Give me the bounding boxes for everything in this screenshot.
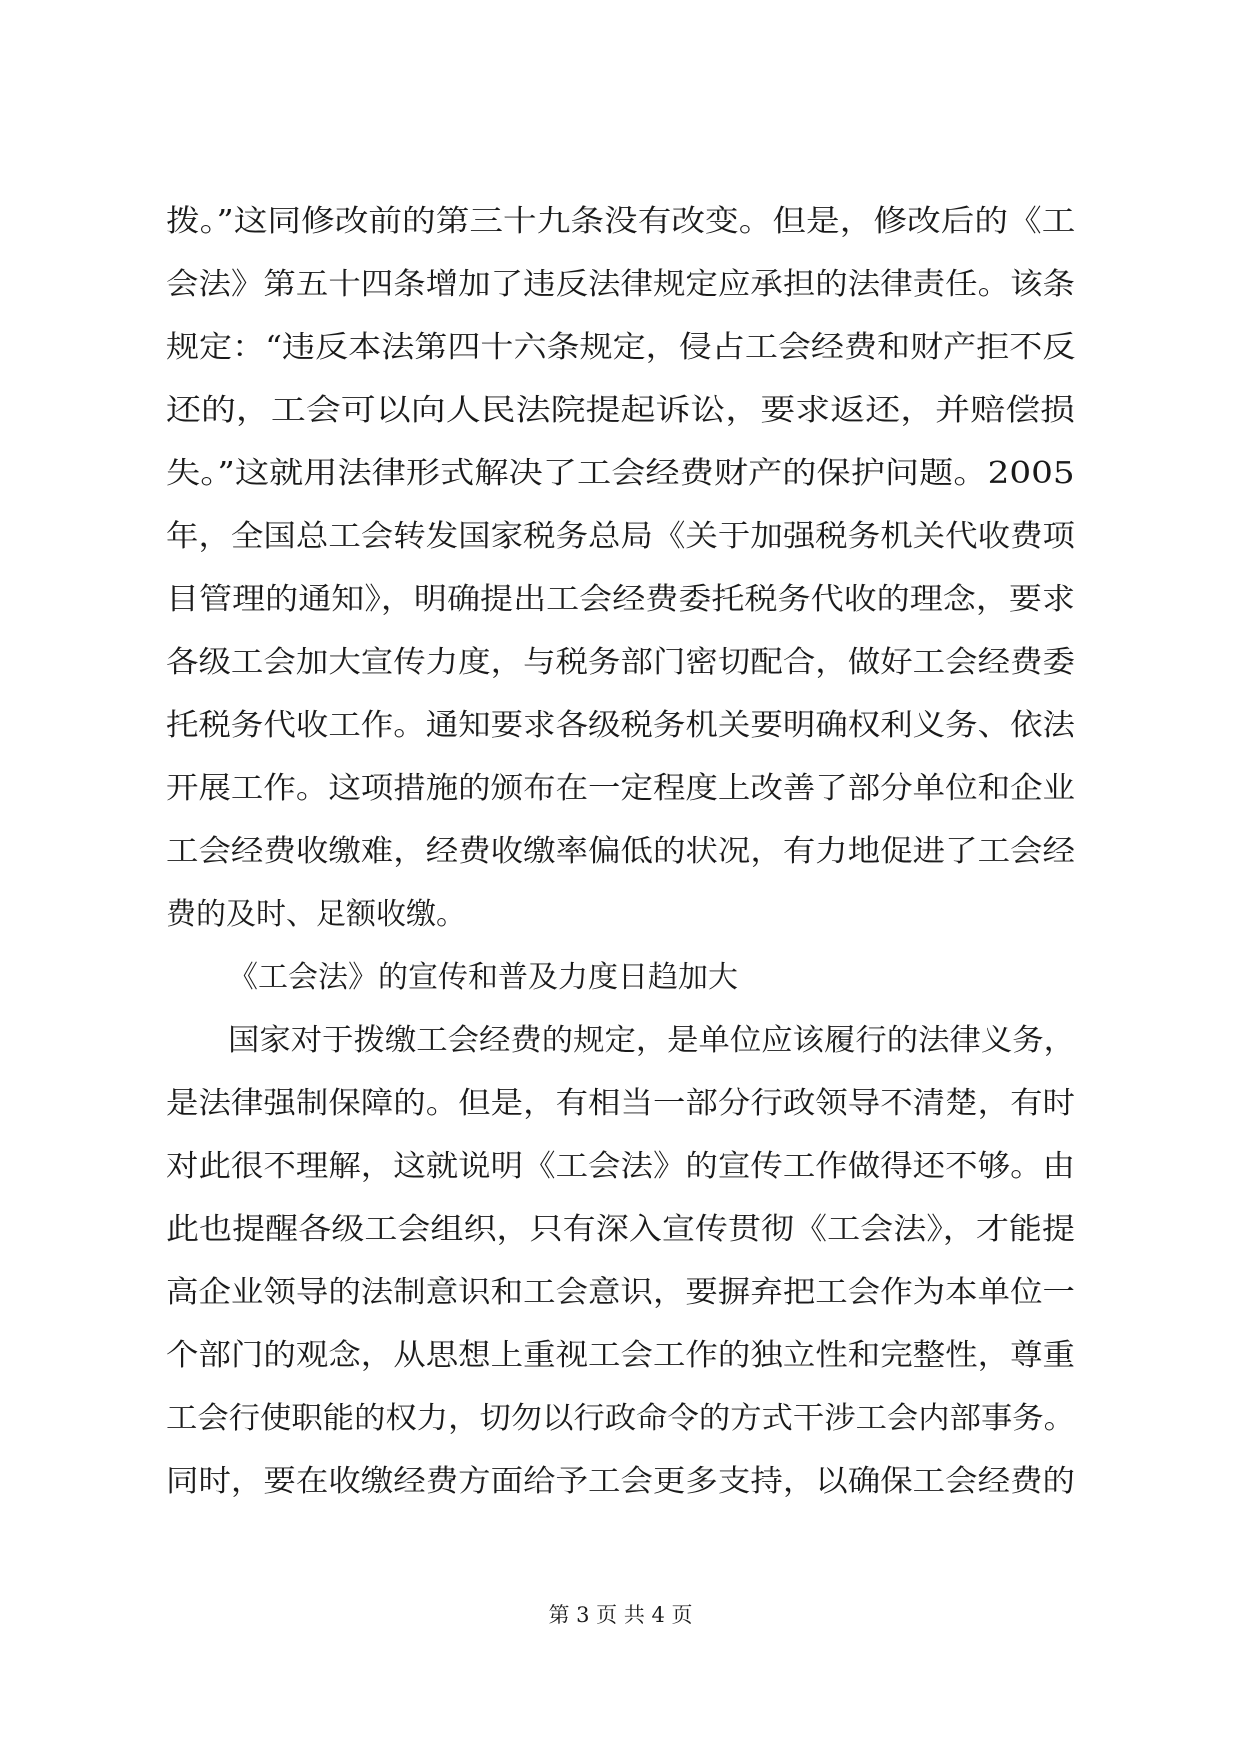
paragraph-2-line-8: 同时，要在收缴经费方面给予工会更多支持，以确保工会经费的 — [166, 1464, 1075, 1499]
paragraph-1-line-8: 各级工会加大宣传力度，与税务部门密切配合，做好工会经费委 — [166, 645, 1075, 680]
paragraph-1-line-4: 还的，工会可以向人民法院提起诉讼，要求返还，并赔偿损 — [166, 393, 1075, 428]
paragraph-1-line-9: 托税务代收工作。通知要求各级税务机关要明确权利义务、依法 — [166, 708, 1075, 743]
paragraph-1-line-11: 工会经费收缴难，经费收缴率偏低的状况，有力地促进了工会经 — [166, 834, 1075, 869]
page-footer: 第 3 页 共 4 页 — [548, 1603, 693, 1627]
paragraph-1-line-5: 失。”这就用法律形式解决了工会经费财产的保护问题。2005 — [166, 456, 1075, 491]
paragraph-1-line-1: 拨。”这同修改前的第三十九条没有改变。但是，修改后的《工 — [166, 204, 1076, 239]
paragraph-1-line-3: 规定：“违反本法第四十六条规定，侵占工会经费和财产拒不反 — [166, 330, 1076, 365]
paragraph-2-line-2: 是法律强制保障的。但是，有相当一部分行政领导不清楚，有时 — [166, 1086, 1075, 1121]
paragraph-2-line-6: 个部门的观念，从思想上重视工会工作的独立性和完整性，尊重 — [166, 1338, 1075, 1373]
paragraph-2-line-7: 工会行使职能的权力，切勿以行政命令的方式干涉工会内部事务。 — [166, 1401, 1075, 1436]
paragraph-1-line-6: 年，全国总工会转发国家税务总局《关于加强税务机关代收费项 — [166, 519, 1075, 554]
paragraph-2-line-4: 此也提醒各级工会组织，只有深入宣传贯彻《工会法》，才能提 — [166, 1212, 1075, 1247]
paragraph-1-line-10: 开展工作。这项措施的颁布在一定程度上改善了部分单位和企业 — [166, 771, 1075, 806]
paragraph-2-line-5: 高企业领导的法制意识和工会意识，要摒弃把工会作为本单位一 — [166, 1275, 1075, 1310]
paragraph-1-line-2: 会法》第五十四条增加了违反法律规定应承担的法律责任。该条 — [166, 267, 1075, 302]
section-heading: 《工会法》的宣传和普及力度日趋加大 — [228, 960, 738, 995]
paragraph-2-line-3: 对此很不理解，这就说明《工会法》的宣传工作做得还不够。由 — [166, 1149, 1075, 1184]
paragraph-2-line-1: 国家对于拨缴工会经费的规定，是单位应该履行的法律义务， — [228, 1023, 1075, 1058]
paragraph-1-line-12: 费的及时、足额收缴。 — [166, 897, 466, 932]
paragraph-1-line-7: 目管理的通知》，明确提出工会经费委托税务代收的理念，要求 — [166, 582, 1075, 617]
